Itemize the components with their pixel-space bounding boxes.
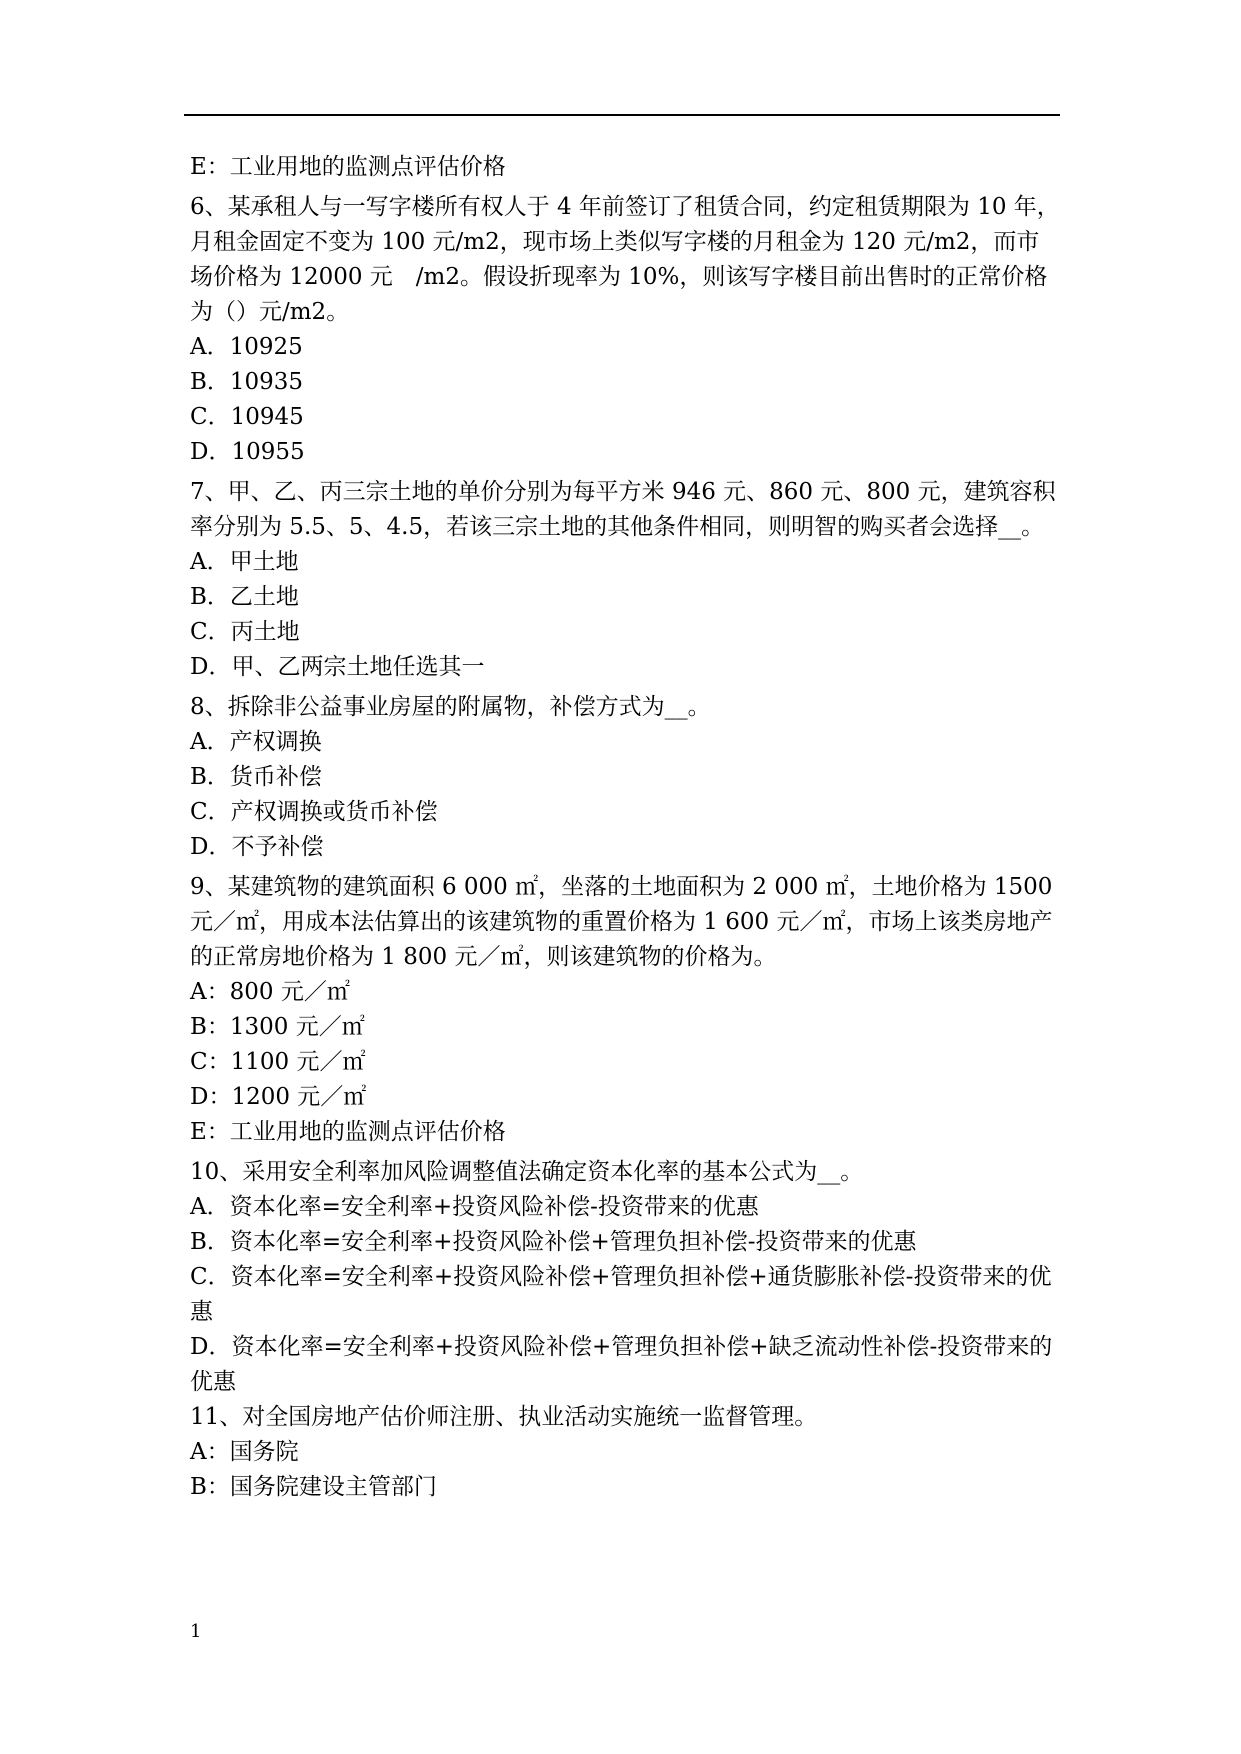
option-text: C．10945 xyxy=(190,404,304,430)
option-text: A．资本化率=安全利率+投资风险补偿-投资带来的优惠 xyxy=(190,1194,759,1220)
option-text: C．丙土地 xyxy=(190,619,300,645)
option-text: D：1200 元／㎡ xyxy=(190,1084,367,1110)
question-6: 6、某承租人与一写字楼所有权人于 4 年前签订了租赁合同，约定租赁期限为 10 年，月租金固定不变为 100 元/m2，现市场上类似写字楼的月租金为 120 元/m2，而市场价格为 12000 元 /m2。假设折现率为 10%，则该写字楼目前出售时的正常价格为（）元/m2。 xyxy=(190,194,1060,325)
question-11: 11、对全国房地产估价师注册、执业活动实施统一监督管理。 xyxy=(190,1404,818,1430)
document-body xyxy=(190,150,1060,1505)
option-text: B．乙土地 xyxy=(190,584,299,610)
page-number: 1 xyxy=(190,1621,202,1642)
question-10: 10、采用安全利率加风险调整值法确定资本化率的基本公式为__。 xyxy=(190,1159,864,1185)
option-text: A．产权调换 xyxy=(190,729,322,755)
question-8: 8、拆除非公益事业房屋的附属物，补偿方式为__。 xyxy=(190,694,711,720)
option-text: A：国务院 xyxy=(190,1439,299,1465)
option-text: B．10935 xyxy=(190,369,304,395)
header-rule xyxy=(184,114,1060,116)
option-text: D．不予补偿 xyxy=(190,834,324,860)
option-text: A．10925 xyxy=(190,334,303,360)
option-text: B：国务院建设主管部门 xyxy=(190,1474,437,1500)
option-text: D．甲、乙两宗土地任选其一 xyxy=(190,654,485,680)
option-text: B．货币补偿 xyxy=(190,764,322,790)
option-text: C．产权调换或货币补偿 xyxy=(190,799,438,825)
option-text: B：1300 元／㎡ xyxy=(190,1014,365,1040)
option-text: D．10955 xyxy=(190,439,305,465)
option-text: A：800 元／㎡ xyxy=(190,979,350,1005)
question-9: 9、某建筑物的建筑面积 6 000 ㎡，坐落的土地面积为 2 000 ㎡，土地价格为 1500 元／㎡，用成本法估算出的该建筑物的重置价格为 1 600 元／㎡，市场上该类房地产的正常房地价格为 1 800 元／㎡，则该建筑物的价格为。 xyxy=(190,874,1053,970)
question-7: 7、甲、乙、丙三宗土地的单价分别为每平方米 946 元、860 元、800 元，建筑容积率分别为 5.5、5、4.5，若该三宗土地的其他条件相同，则明智的购买者会选择__。 xyxy=(190,479,1056,540)
option-text: C：1100 元／㎡ xyxy=(190,1049,366,1075)
option-text: D．资本化率=安全利率+投资风险补偿+管理负担补偿+缺乏流动性补偿-投资带来的优惠 xyxy=(190,1334,1053,1395)
option-text: E：工业用地的监测点评估价格 xyxy=(190,1119,506,1145)
option-text: C．资本化率=安全利率+投资风险补偿+管理负担补偿+通货膨胀补偿-投资带来的优惠 xyxy=(190,1264,1052,1325)
option-text: B．资本化率=安全利率+投资风险补偿+管理负担补偿-投资带来的优惠 xyxy=(190,1229,917,1255)
option-text: A．甲土地 xyxy=(190,549,299,575)
option-text: E：工业用地的监测点评估价格 xyxy=(190,154,506,180)
